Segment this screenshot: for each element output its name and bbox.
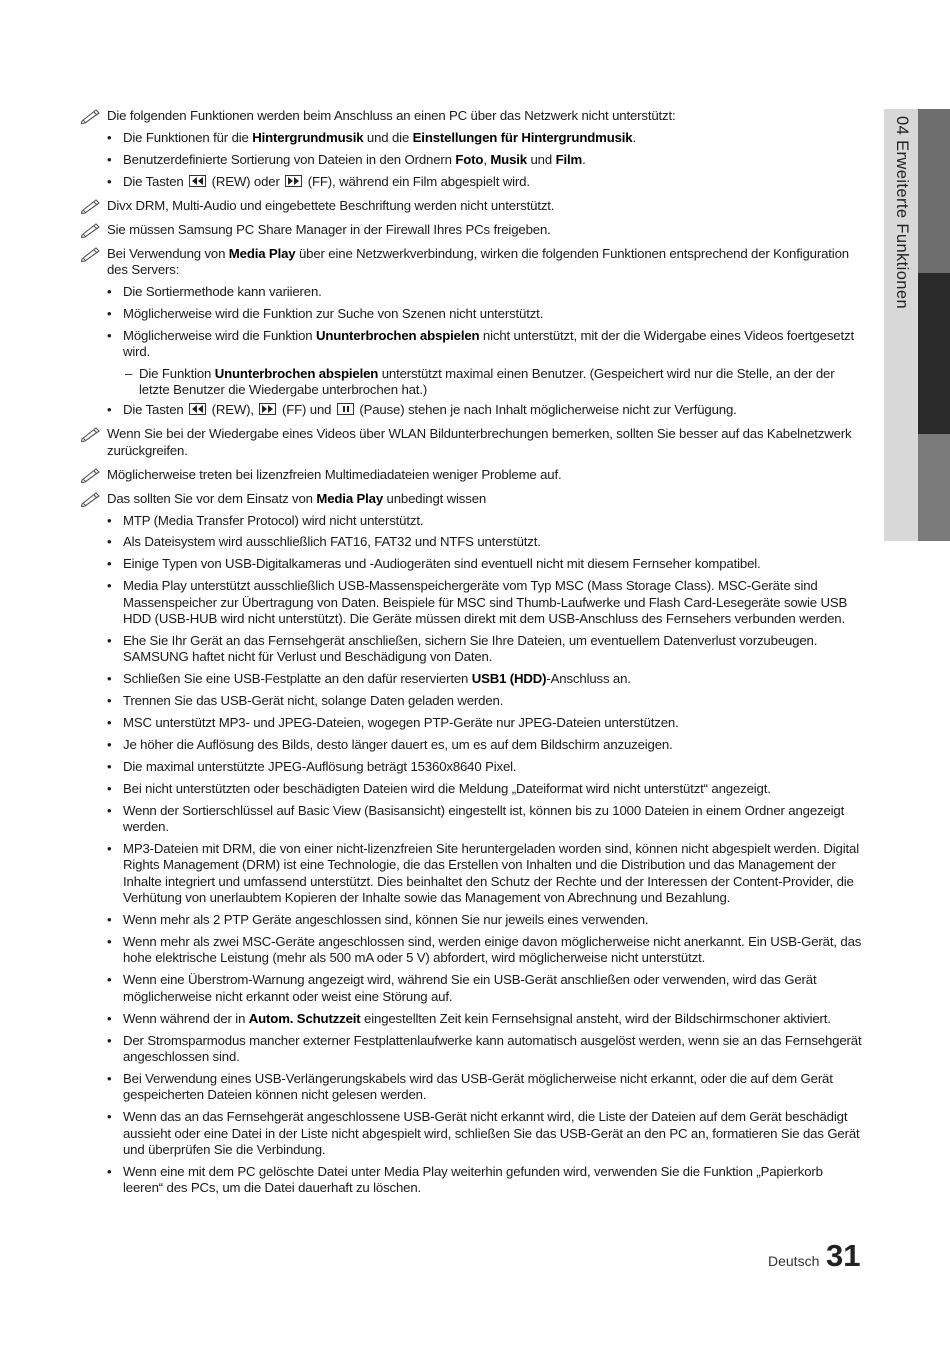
- list-item: • MP3-Dateien mit DRM, die von einer nicht-lizenzfreien Site heruntergeladen worden sind, können nicht abgespielt werden. Digital Rights Management (DRM) ist eine Technologie, die das Erstellen von Inhalten und die Distribution und das Management der Inhalte integriert und umfassend unterstützt. Dies beinhaltet den Schutz der Rechte und der Interessen der Content-Provider, die Verhütung von unerlaubtem Kopieren der Inhalte sowie das Management von Abrechnung und Bezahlung.: [107, 841, 859, 906]
- list-item: • Wenn eine mit dem PC gelöschte Datei unter Media Play weiterhin gefunden wird, verwenden Sie die Funktion „Papierkorb leeren“ des PCs, um die Datei dauerhaft zu löschen.: [107, 1163, 823, 1196]
- list-item: • Bei nicht unterstützten oder beschädigten Dateien wird die Meldung „Dateiformat wird nicht unterstützt“ angezeigt.: [107, 780, 771, 796]
- sub-item: [80, 366, 866, 399]
- emphasis: Autom. Schutzzeit: [248, 1010, 361, 1026]
- side-tab-active-block: [918, 273, 950, 434]
- list-item: • Wenn mehr als 2 PTP Geräte angeschlossen sind, können Sie nur jeweils eines verwenden.: [107, 912, 649, 928]
- text: Die Tasten: [123, 173, 188, 189]
- text: (REW),: [208, 402, 258, 418]
- text: MSC unterstützt MP3- und JPEG-Dateien, wogegen PTP-Geräte nur JPEG-Dateien unterstützen.: [123, 715, 679, 731]
- text: Die maximal unterstützte JPEG-Auflösung beträgt 15360x8640 Pixel.: [123, 758, 517, 774]
- list-item: • Als Dateisystem wird ausschließlich FAT16, FAT32 und NTFS unterstützt.: [107, 534, 541, 550]
- text: Wenn eine mit dem PC gelöschte Datei unter Media Play weiterhin gefunden wird, verwenden Sie die Funktion „Papierkorb leeren“ des PCs, um die Datei dauerhaft zu löschen.: [123, 1163, 823, 1196]
- text: Als Dateisystem wird ausschließlich FAT16, FAT32 und NTFS unterstützt.: [123, 534, 541, 550]
- list-item: • Trennen Sie das USB-Gerät nicht, solange Daten geladen werden.: [107, 693, 504, 709]
- text: .: [582, 151, 586, 167]
- text: Benutzerdefinierte Sortierung von Dateien in den Ordnern: [123, 151, 456, 167]
- emphasis: Hintergrundmusik: [252, 130, 364, 145]
- list-item: • Wenn während der in Autom. Schutzzeit eingestellten Zeit kein Fernsehsignal ansteht, wird der Bildschirmschoner aktiviert.: [107, 1010, 831, 1026]
- text: (REW) oder: [208, 173, 284, 189]
- note: [80, 108, 866, 124]
- text: eingestellten Zeit kein Fernsehsignal ansteht, wird der Bildschirmschoner aktiviert.: [360, 1010, 831, 1026]
- note: [80, 467, 866, 483]
- list-item: • Der Stromsparmodus mancher externer Festplattenlaufwerke kann automatisch ausgelöst werden, wenn sie an das Fernsehgerät angeschlossen sind.: [107, 1032, 862, 1065]
- text: Das sollten Sie vor dem Einsatz von: [107, 490, 317, 506]
- text: (FF), während ein Film abgespielt wird.: [304, 173, 530, 189]
- text: Möglicherweise wird die Funktion: [123, 327, 316, 343]
- fast-forward-icon: [259, 403, 276, 415]
- pause-icon: [337, 403, 354, 415]
- text: Wenn der Sortierschlüssel auf Basic View (Basisansicht) eingestellt ist, können bis zu 1000 Dateien in einem Ordner angezeigt werden.: [123, 802, 845, 835]
- pencil-note-icon: [80, 491, 104, 507]
- pencil-note-icon: [80, 426, 104, 442]
- text: Je höher die Auflösung des Bilds, desto länger dauert es, um es auf dem Bildschirm anzuzeigen.: [123, 737, 673, 753]
- side-tab-lower-block: [918, 434, 950, 541]
- emphasis: Film: [555, 151, 583, 167]
- text: Bei nicht unterstützten oder beschädigten Dateien wird die Meldung „Dateiformat wird nicht unterstützt“ angezeigt.: [123, 780, 771, 796]
- text: MTP (Media Transfer Protocol) wird nicht unterstützt.: [123, 512, 424, 528]
- note: [80, 222, 866, 238]
- bullet-list: [80, 130, 866, 190]
- text: Media Play unterstützt ausschließlich USB-Massenspeichergeräte vom Typ MSC (Mass Storage Class). MSC-Geräte sind Massenspeicher zur Übertragung von Daten. Beispiele für MSC sind Thumb-Laufwerke und Flash Card-Lesegeräte sowie USB HDD (USB-HUB wird nicht unterstützt). Die Geräte müssen direkt mit dem USB-Anschluss des Fernsehers verbunden werden.: [123, 578, 848, 627]
- text: Die Sortiermethode kann variieren.: [123, 284, 322, 300]
- text: Möglicherweise wird die Funktion zur Suche von Szenen nicht unterstützt.: [123, 305, 544, 321]
- list-item: • Je höher die Auflösung des Bilds, desto länger dauert es, um es auf dem Bildschirm anzuzeigen.: [107, 737, 673, 753]
- emphasis: USB1 (HDD): [471, 671, 547, 687]
- list-item: • Media Play unterstützt ausschließlich USB-Massenspeichergeräte vom Typ MSC (Mass Storage Class). MSC-Geräte sind Massenspeicher zur Übertragung von Daten. Beispiele für MSC sind Thumb-Laufwerke und Flash Card-Lesegeräte sowie USB HDD (USB-HUB wird nicht unterstützt). Die Geräte müssen direkt mit dem USB-Anschluss des Fernsehers verbunden werden.: [107, 578, 848, 627]
- list-item: • Die maximal unterstützte JPEG-Auflösung beträgt 15360x8640 Pixel.: [107, 758, 517, 774]
- text: Wenn mehr als 2 PTP Geräte angeschlossen sind, können Sie nur jeweils eines verwenden.: [123, 912, 649, 928]
- pencil-note-icon: [80, 467, 104, 483]
- emphasis: Ununterbrochen abspielen: [315, 327, 480, 343]
- emphasis: Media Play: [228, 245, 296, 261]
- note: [80, 426, 866, 459]
- list-item: • Die Sortiermethode kann variieren.: [107, 284, 322, 300]
- text: -Anschluss an.: [546, 671, 631, 687]
- text: MP3-Dateien mit DRM, die von einer nicht-lizenzfreien Site heruntergeladen worden sind, können nicht abgespielt werden. Digital Rights Management (DRM) ist eine Technologie, die das Erstellen von Inhalten und die Distribution und das Management der Inhalte integriert und umfassend unterstützt. Dies beinhaltet den Schutz der Rechte und der Interessen der Content-Provider, die Verhütung von unerlaubtem Kopieren der Inhalte sowie das Management von Abrechnung und Bezahlung.: [123, 841, 859, 906]
- list-item: • Die Tasten (REW) oder (FF), während ein Film abgespielt wird.: [107, 173, 530, 189]
- note-text: Möglicherweise treten bei lizenzfreien Multimediadateien weniger Probleme auf.: [107, 466, 562, 482]
- list-item: • MTP (Media Transfer Protocol) wird nicht unterstützt.: [107, 512, 424, 528]
- note-text: Divx DRM, Multi-Audio und eingebettete Beschriftung werden nicht unterstützt.: [107, 197, 555, 213]
- bullet-list: [80, 284, 866, 361]
- text: Wenn mehr als zwei MSC-Geräte angeschlossen sind, werden einige davon möglicherweise nicht anerkannt. Ein USB-Gerät, das hohe elektrische Leistung (mehr als 500 mA oder 5 V) abfordert, wird möglicherweise nicht unterstützt.: [123, 934, 862, 966]
- text: Wenn eine Überstrom-Warnung angezeigt wird, während Sie ein USB-Gerät anschließen oder verwenden, wird das Gerät möglicherweise nicht erkannt oder weist eine Störung auf.: [123, 972, 817, 1004]
- page-number: 31: [826, 1238, 861, 1273]
- list-item: • Wenn der Sortierschlüssel auf Basic View (Basisansicht) eingestellt ist, können bis zu 1000 Dateien in einem Ordner angezeigt werden.: [107, 802, 845, 835]
- list-item: • Benutzerdefinierte Sortierung von Dateien in den Ordnern Foto, Musik und Film.: [107, 151, 586, 167]
- text: Der Stromsparmodus mancher externer Festplattenlaufwerke kann automatisch ausgelöst werden, wenn sie an das Fernsehgerät angeschlossen sind.: [123, 1032, 862, 1065]
- text: Bei Verwendung eines USB-Verlängerungskabels wird das USB-Gerät möglicherweise nicht erkannt, oder die auf dem Gerät gespeicherten Dateien können nicht gelesen werden.: [123, 1070, 833, 1103]
- chapter-label: 04 Erweiterte Funktionen: [893, 116, 911, 310]
- list-item: • Bei Verwendung eines USB-Verlängerungskabels wird das USB-Gerät möglicherweise nicht erkannt, oder die auf dem Gerät gespeicherten Dateien können nicht gelesen werden.: [107, 1070, 833, 1103]
- footer-language: Deutsch: [768, 1253, 820, 1269]
- text: unbedingt wissen: [383, 490, 487, 506]
- bullet-list: [80, 402, 866, 418]
- list-item: • MSC unterstützt MP3- und JPEG-Dateien, wogegen PTP-Geräte nur JPEG-Dateien unterstützen.: [107, 715, 679, 731]
- emphasis: Media Play: [316, 490, 384, 506]
- emphasis: Foto: [455, 151, 484, 167]
- text: unterstützt maximal einen Benutzer. (Gespeichert wird nur die Stelle, an der der letzte Benutzer die Wiedergabe unterbrochen hat.): [139, 366, 835, 398]
- emphasis: Einstellungen für Hintergrundmusik: [412, 130, 633, 145]
- text: Wenn das an das Fernsehgerät angeschlossene USB-Gerät nicht erkannt wird, die Liste der Dateien auf dem Gerät beschädigt aussieht oder eine Datei in der Liste nicht abgespielt wird, schließen Sie das USB-Gerät an den PC an, formatieren Sie das Gerät und überprüfen Sie die Verbindung.: [123, 1109, 860, 1158]
- list-item: • Wenn mehr als zwei MSC-Geräte angeschlossen sind, werden einige davon möglicherweise nicht anerkannt. Ein USB-Gerät, das hohe elektrische Leistung (mehr als 500 mA oder 5 V) abfordert, wird möglicherweise nicht unterstützt.: [107, 934, 862, 966]
- note: [80, 246, 866, 279]
- text: und die: [363, 130, 413, 145]
- pencil-note-icon: [80, 198, 104, 214]
- text: nicht unterstützt, mit der die Widergabe eines Videos foertgesetzt wird.: [123, 327, 854, 360]
- emphasis: Musik: [490, 151, 527, 167]
- list-item: • Ehe Sie Ihr Gerät an das Fernsehgerät anschließen, sichern Sie Ihre Dateien, um eventuellem Datenverlust vorzubeugen. SAMSUNG haftet nicht für Verlust und Beschädigung von Daten.: [107, 632, 818, 665]
- page-content: [80, 108, 866, 1204]
- list-item: • Möglicherweise wird die Funktion Ununterbrochen abspielen nicht unterstützt, mit der die Widergabe eines Videos foertgesetzt wird.: [107, 327, 854, 360]
- pencil-note-icon: [80, 246, 104, 262]
- rewind-icon: [189, 403, 206, 415]
- note: [80, 491, 866, 507]
- note-text: Sie müssen Samsung PC Share Manager in der Firewall Ihres PCs freigeben.: [107, 221, 551, 237]
- text: (FF) und: [278, 402, 335, 418]
- bullet-list: [80, 513, 866, 1197]
- list-item: • Die Funktionen für die Hintergrundmusik und die Einstellungen für Hintergrundmusik.: [107, 130, 637, 145]
- text: Wenn während der in: [123, 1010, 249, 1026]
- text: Schließen Sie eine USB-Festplatte an den dafür reservierten: [123, 671, 472, 687]
- pencil-note-icon: [80, 108, 104, 124]
- text: Die Funktion: [139, 366, 215, 382]
- text: über eine Netzwerkverbindung, wirken die folgenden Funktionen entsprechend der Konfiguration des Servers:: [107, 245, 849, 278]
- list-item: • Schließen Sie eine USB-Festplatte an den dafür reservierten USB1 (HDD)-Anschluss an.: [107, 671, 631, 687]
- dash: –: [125, 366, 133, 382]
- text: und: [526, 151, 556, 167]
- text: .: [632, 130, 637, 145]
- text: ,: [483, 151, 491, 167]
- list-item: • Wenn das an das Fernsehgerät angeschlossene USB-Gerät nicht erkannt wird, die Liste der Dateien auf dem Gerät beschädigt aussieht oder eine Datei in der Liste nicht abgespielt wird, schließen Sie das USB-Gerät an den PC an, formatieren Sie das Gerät und überprüfen Sie die Verbindung.: [107, 1109, 860, 1158]
- note-text: Wenn Sie bei der Wiedergabe eines Videos über WLAN Bildunterbrechungen bemerken, sollten Sie besser auf das Kabelnetzwerk zurückgreifen.: [107, 426, 852, 458]
- pencil-note-icon: [80, 222, 104, 238]
- list-item: • Einige Typen von USB-Digitalkameras und -Audiogeräten sind eventuell nicht mit diesem Fernseher kompatibel.: [107, 556, 761, 572]
- text: Einige Typen von USB-Digitalkameras und -Audiogeräten sind eventuell nicht mit diesem Fernseher kompatibel.: [123, 556, 761, 572]
- text: Ehe Sie Ihr Gerät an das Fernsehgerät anschließen, sichern Sie Ihre Dateien, um eventuellem Datenverlust vorzubeugen. SAMSUNG haftet nicht für Verlust und Beschädigung von Daten.: [123, 632, 818, 665]
- side-tab-upper-block: [918, 109, 950, 273]
- text: Die Funktionen für die: [123, 130, 253, 145]
- list-item: • Wenn eine Überstrom-Warnung angezeigt wird, während Sie ein USB-Gerät anschließen oder verwenden, wird das Gerät möglicherweise nicht erkannt oder weist eine Störung auf.: [107, 972, 817, 1004]
- list-item: • Die Tasten (REW), (FF) und (Pause) stehen je nach Inhalt möglicherweise nicht zur Verfügung.: [107, 402, 737, 418]
- note-text: Die folgenden Funktionen werden beim Anschluss an einen PC über das Netzwerk nicht unterstützt:: [107, 108, 676, 123]
- list-item: • Möglicherweise wird die Funktion zur Suche von Szenen nicht unterstützt.: [107, 305, 544, 321]
- text: Bei Verwendung von: [107, 245, 229, 261]
- note: [80, 198, 866, 214]
- rewind-icon: [189, 175, 206, 187]
- emphasis: Ununterbrochen abspielen: [214, 366, 379, 382]
- fast-forward-icon: [285, 175, 302, 187]
- text: Trennen Sie das USB-Gerät nicht, solange Daten geladen werden.: [123, 693, 504, 709]
- text: Die Tasten: [123, 402, 188, 418]
- text: (Pause) stehen je nach Inhalt möglicherweise nicht zur Verfügung.: [355, 402, 737, 418]
